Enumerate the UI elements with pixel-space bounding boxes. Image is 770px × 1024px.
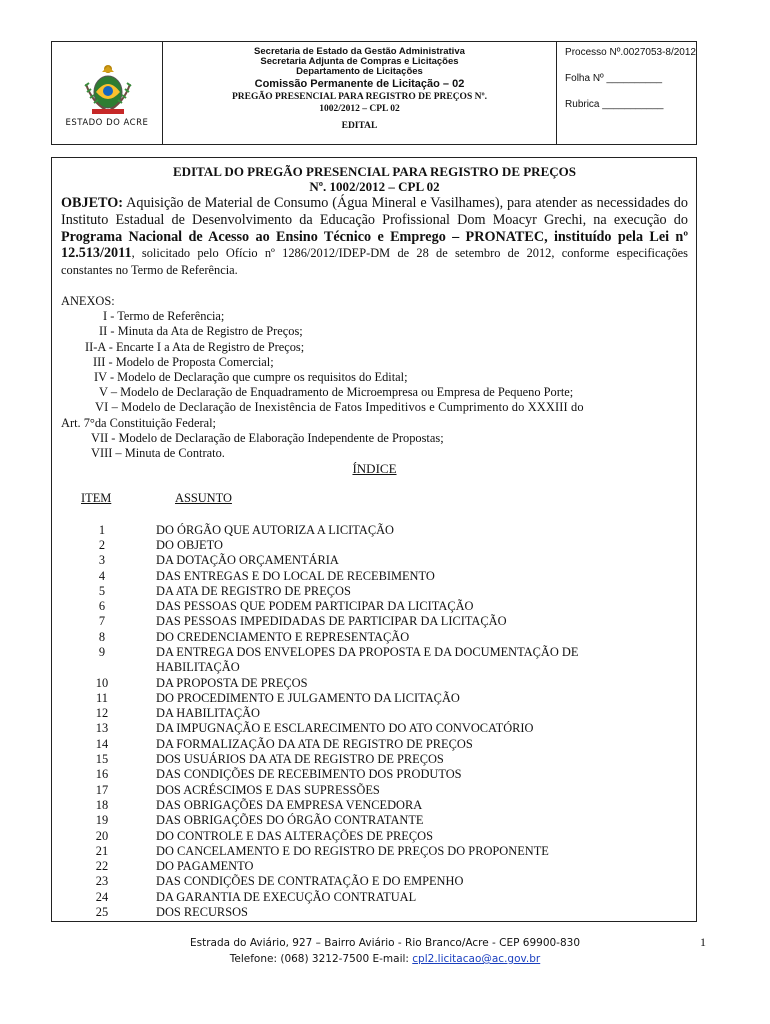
indice-row	[61, 614, 688, 629]
email-link[interactable]: cpl2.licitacao@ac.gov.br	[412, 953, 541, 965]
indice-row	[61, 874, 688, 889]
col-item-header: ITEM	[81, 491, 112, 506]
indice-item-subject: DAS OBRIGAÇÕES DO ÓRGÃO CONTRATANTE	[156, 813, 424, 828]
anexo-item: IV - Modelo de Declaração que cumpre os requisitos do Edital;	[94, 370, 408, 384]
indice-row	[61, 752, 688, 767]
indice-item-number: 13	[95, 721, 109, 736]
indice-item-number: 21	[95, 843, 109, 858]
indice-header	[61, 491, 688, 506]
indice-item-number: 14	[95, 736, 109, 751]
indice-row	[61, 706, 688, 721]
indice-row	[61, 569, 688, 584]
indice-item-subject: DO PROCEDIMENTO E JULGAMENTO DA LICITAÇÃO	[156, 690, 460, 705]
indice-item-number: 9	[98, 645, 106, 659]
indice-row	[61, 859, 688, 874]
indice-item-number: 23	[95, 874, 109, 889]
indice-row	[61, 798, 688, 813]
indice-item-subject: DA HABILITAÇÃO	[156, 706, 260, 721]
indice-row	[61, 691, 688, 706]
logo-cell	[52, 42, 163, 144]
indice-item-subject: DA GARANTIA DE EXECUÇÃO CONTRATUAL	[156, 889, 417, 904]
indice-item-subject: DA IMPUGNAÇÃO E ESCLARECIMENTO DO ATO CONVOCATÓRIO	[156, 721, 534, 736]
departamento-line: Departamento de Licitações	[296, 66, 423, 77]
folha-field: Folha Nº __________	[565, 73, 663, 84]
indice-row	[61, 721, 688, 736]
indice-title: ÍNDICE	[352, 461, 397, 477]
indice-row	[61, 523, 688, 538]
indice-row	[61, 645, 688, 676]
document-header	[51, 41, 697, 145]
header-titles	[163, 42, 557, 144]
anexo-item: V – Modelo de Declaração de Enquadramento de Microempresa ou Empresa de Pequeno Porte;	[99, 385, 574, 400]
anexo-item: VIII – Minuta de Contrato.	[91, 446, 225, 461]
rubrica-field: Rubrica ___________	[565, 99, 664, 110]
indice-item-number: 1	[98, 522, 106, 537]
indice-item-number: 12	[95, 706, 109, 721]
pregao-line-1: PREGÃO PRESENCIAL PARA REGISTRO DE PREÇOS Nº.	[231, 92, 487, 102]
indice-item-subject: DO ÓRGÃO QUE AUTORIZA A LICITAÇÃO	[156, 522, 394, 537]
indice-item-subject: DA DOTAÇÃO ORÇAMENTÁRIA	[156, 553, 339, 568]
anexos-section	[61, 294, 688, 461]
indice-item-subject: DA FORMALIZAÇÃO DA ATA DE REGISTRO DE PREÇOS	[156, 736, 473, 751]
indice-row	[61, 844, 688, 859]
objeto-bold-text: Programa Nacional de Acesso ao Ensino Técnico e Emprego – PRONATEC, instituído pela Lei nº 12.513/2011	[61, 228, 688, 262]
indice-item-number: 24	[95, 889, 109, 904]
indice-item-number: 6	[98, 599, 106, 614]
indice-row	[61, 783, 688, 798]
secretaria-adjunta-line: Secretaria Adjunta de Compras e Licitações	[260, 56, 459, 67]
footer-address: Estrada do Aviário, 927 – Bairro Aviário - Rio Branco/Acre - CEP 69900-830	[189, 937, 581, 949]
indice-item-number: 19	[95, 813, 109, 828]
edital-label: EDITAL	[341, 121, 378, 131]
anexos-label: ANEXOS:	[61, 293, 115, 308]
indice-item-subject: DOS USUÁRIOS DA ATA DE REGISTRO DE PREÇOS	[156, 752, 444, 767]
edital-title-2: Nº. 1002/2012 – CPL 02	[309, 179, 440, 194]
footer-phone: Telefone: (068) 3212-7500 E-mail:	[229, 953, 413, 965]
indice-item-number: 15	[95, 752, 109, 767]
pregao-line-2: 1002/2012 – CPL 02	[319, 104, 400, 114]
page-number: 1	[700, 935, 706, 949]
secretaria-line: Secretaria de Estado da Gestão Administrativa	[254, 46, 465, 57]
coat-of-arms-icon	[82, 62, 134, 116]
indice-item-subject: DAS CONDIÇÕES DE CONTRATAÇÃO E DO EMPENHO	[156, 874, 464, 889]
anexo-item: I - Termo de Referência;	[103, 309, 225, 324]
indice-item-number: 2	[98, 537, 106, 552]
comissao-line: Comissão Permanente de Licitação – 02	[254, 78, 465, 90]
edital-title-1: EDITAL DO PREGÃO PRESENCIAL PARA REGISTRO DE PREÇOS	[173, 164, 576, 179]
edital-body	[51, 157, 697, 922]
indice-item-number: 25	[95, 905, 109, 920]
indice-item-number: 18	[95, 797, 109, 812]
indice-row	[61, 905, 688, 920]
page-footer	[0, 935, 770, 967]
anexo-item: VII - Modelo de Declaração de Elaboração Independente de Propostas;	[91, 430, 444, 445]
objeto-text-1: Aquisição de Material de Consumo (Água Mineral e Vasilhames), para atender as necessidades do Instituto Estadual de Desenvolvimento da Educação Profissional Dom Moacyr Grechi, na execução do	[61, 195, 688, 228]
objeto-label: OBJETO:	[61, 195, 124, 211]
indice-row	[61, 676, 688, 691]
indice-item-number: 11	[96, 690, 108, 705]
indice-row	[61, 890, 688, 905]
anexo-item: II-A - Encarte I a Ata de Registro de Preços;	[85, 339, 305, 354]
indice-row	[61, 630, 688, 645]
indice-row	[61, 737, 688, 752]
indice-item-number: 8	[98, 629, 106, 644]
indice-item-subject: DAS PESSOAS IMPEDIDADAS DE PARTICIPAR DA LICITAÇÃO	[156, 614, 507, 629]
anexo-item: II - Minuta da Ata de Registro de Preços;	[99, 324, 303, 339]
indice-row	[61, 829, 688, 844]
indice-list	[61, 523, 688, 921]
indice-item-subject: DAS CONDIÇÕES DE RECEBIMENTO DOS PRODUTOS	[156, 767, 462, 782]
indice-item-number: 5	[98, 583, 106, 598]
indice-row	[61, 584, 688, 599]
indice-item-subject: DA PROPOSTA DE PREÇOS	[156, 675, 308, 690]
col-assunto-header: ASSUNTO	[175, 491, 232, 506]
indice-item-subject: DOS RECURSOS	[156, 905, 248, 920]
objeto-paragraph	[61, 195, 688, 279]
footer-contact	[0, 951, 770, 967]
indice-item-number: 16	[95, 767, 109, 782]
indice-row	[61, 767, 688, 782]
indice-row	[61, 599, 688, 614]
indice-item-number: 17	[95, 782, 109, 797]
indice-item-subject: DAS PESSOAS QUE PODEM PARTICIPAR DA LICITAÇÃO	[156, 599, 474, 614]
indice-item-subject: DAS OBRIGAÇÕES DA EMPRESA VENCEDORA	[156, 797, 423, 812]
indice-row	[61, 553, 688, 568]
indice-item-number: 10	[95, 675, 109, 690]
indice-item-subject: DA ATA DE REGISTRO DE PREÇOS	[156, 583, 351, 598]
indice-item-number: 7	[98, 614, 106, 629]
indice-row	[61, 538, 688, 553]
indice-item-number: 20	[95, 828, 109, 843]
indice-item-number: 4	[98, 568, 106, 583]
anexo-item-continuation: Art. 7°da Constituição Federal;	[61, 415, 216, 430]
indice-item-number: 3	[98, 553, 106, 568]
indice-item-subject: DOS ACRÉSCIMOS E DAS SUPRESSÕES	[156, 782, 380, 797]
indice-item-number: 22	[95, 859, 109, 874]
process-info	[557, 42, 696, 144]
indice-item-subject: DO CANCELAMENTO E DO REGISTRO DE PREÇOS DO PROPONENTE	[156, 843, 549, 858]
indice-item-subject: DO CONTROLE E DAS ALTERAÇÕES DE PREÇOS	[156, 828, 433, 843]
anexo-item: VI – Modelo de Declaração de Inexistência de Fatos Impeditivos e Cumprimento do XXXIII do	[95, 400, 584, 415]
indice-item-subject: DA ENTREGA DOS ENVELOPES DA PROPOSTA E DA DOCUMENTAÇÃO DE HABILITAÇÃO	[156, 645, 579, 675]
anexo-item: III - Modelo de Proposta Comercial;	[93, 354, 274, 369]
indice-item-subject: DO PAGAMENTO	[156, 859, 254, 874]
indice-item-subject: DAS ENTREGAS E DO LOCAL DE RECEBIMENTO	[156, 568, 435, 583]
objeto-text-2: , solicitado pelo Ofício nº 1286/2012/IDEP-DM de 28 de setembro de 2012, conforme especificações constantes no Termo de Referência.	[61, 246, 688, 278]
indice-item-subject: DO OBJETO	[156, 537, 223, 552]
indice-row	[61, 813, 688, 828]
indice-item-subject: DO CREDENCIAMENTO E REPRESENTAÇÃO	[156, 629, 410, 644]
processo-number: Processo Nº.0027053-8/2012	[565, 47, 696, 58]
state-label: ESTADO DO ACRE	[65, 118, 149, 128]
